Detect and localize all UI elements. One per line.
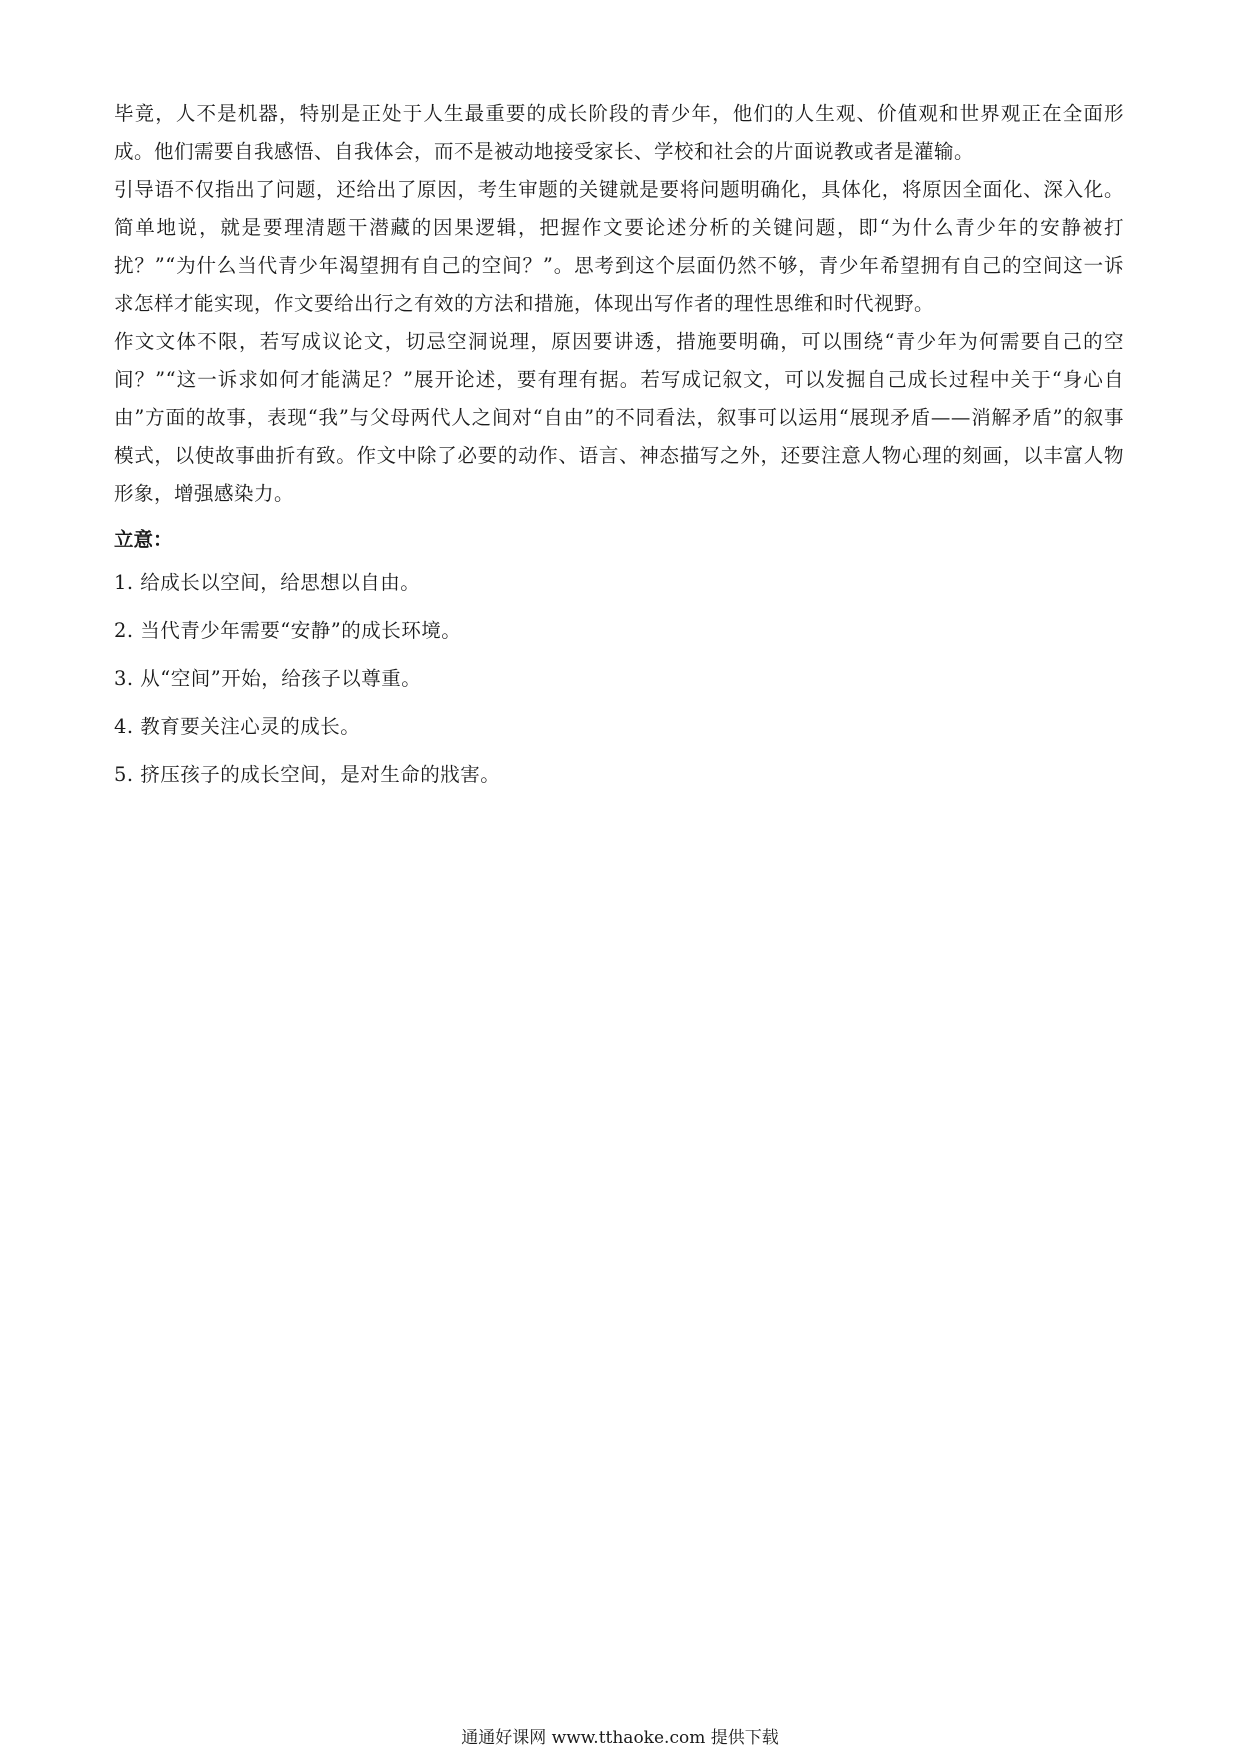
- paragraph-2: 引导语不仅指出了问题，还给出了原因，考生审题的关键就是要将问题明确化，具体化，将原因全面化、深入化。简单地说，就是要理清题干潜藏的因果逻辑，把握作文要论述分析的关键问题，即“为什么青少年的安静被打扰？”“为什么当代青少年渴望拥有自己的空间？”。思考到这个层面仍然不够，青少年希望拥有自己的空间这一诉求怎样才能实现，作文要给出行之有效的方法和措施，体现出写作者的理性思维和时代视野。: [114, 178, 1124, 315]
- list-item: 5. 挤压孩子的成长空间，是对生命的戕害。: [114, 763, 501, 786]
- paragraph-3: 作文文体不限，若写成议论文，切忌空洞说理，原因要讲透，措施要明确，可以围绕“青少年为何需要自己的空间？”“这一诉求如何才能满足？”展开论述，要有理有据。若写成记叙文，可以发掘自己成长过程中关于“身心自由”方面的故事，表现“我”与父母两代人之间对“自由”的不同看法，叙事可以运用“展现矛盾——消解矛盾”的叙事模式，以使故事曲折有致。作文中除了必要的动作、语言、神态描写之外，还要注意人物心理的刻画，以丰富人物形象，增强感染力。: [114, 330, 1124, 505]
- list-item: 4. 教育要关注心灵的成长。: [114, 715, 361, 738]
- page-footer: 通通好课网 www.tthaoke.com 提供下载: [461, 1728, 779, 1748]
- list-item: 2. 当代青少年需要“安静”的成长环境。: [114, 619, 462, 642]
- list-item: 3. 从“空间”开始，给孩子以尊重。: [114, 667, 422, 690]
- document-body: [114, 95, 1124, 809]
- section-heading: 立意：: [114, 528, 173, 551]
- point-list: [114, 569, 1124, 789]
- list-item: 1. 给成长以空间，给思想以自由。: [114, 571, 421, 594]
- paragraph-1: 毕竟，人不是机器，特别是正处于人生最重要的成长阶段的青少年，他们的人生观、价值观和世界观正在全面形成。他们需要自我感悟、自我体会，而不是被动地接受家长、学校和社会的片面说教或者是灌输。: [114, 102, 1124, 163]
